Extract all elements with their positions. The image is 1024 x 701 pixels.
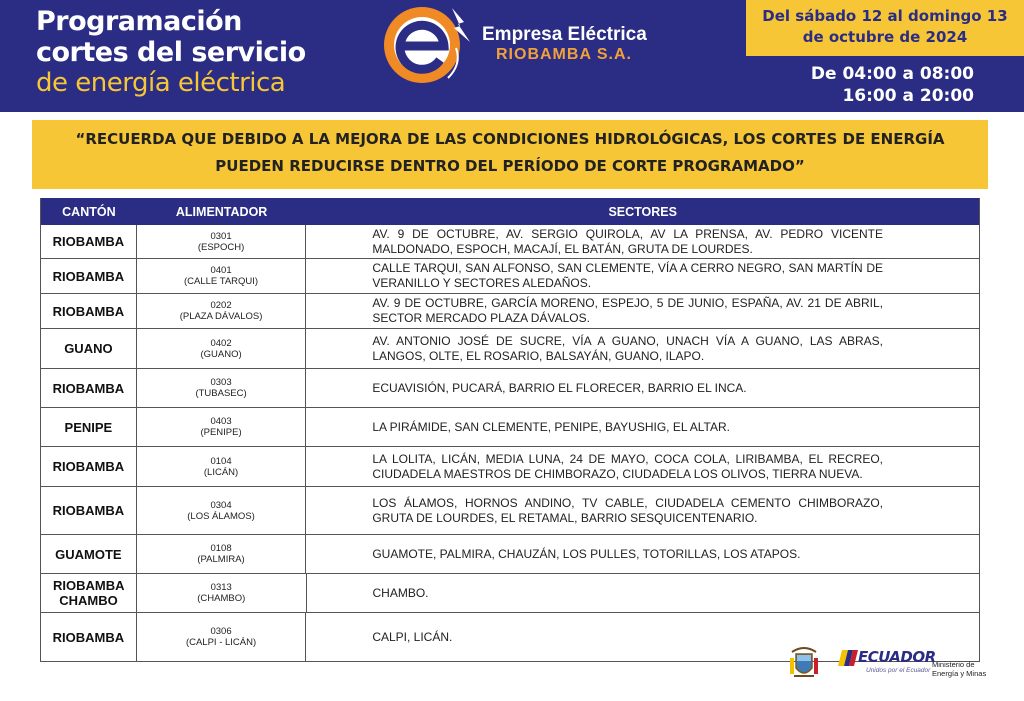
alimentador-name: (PENIPE) bbox=[200, 427, 242, 438]
notice-line-2: PUEDEN REDUCIRSE DENTRO DEL PERÍODO DE CORTE PROGRAMADO” bbox=[215, 157, 805, 175]
sectores-cell: CALPI, LICÁN. bbox=[372, 629, 453, 644]
brand bbox=[482, 24, 647, 64]
title-line-1: Programación bbox=[36, 6, 242, 37]
alimentador-cell bbox=[137, 613, 307, 661]
table-row bbox=[41, 487, 979, 535]
alimentador-code: 0304 bbox=[210, 499, 232, 511]
ministry-line-2: Energía y Minas bbox=[932, 669, 987, 678]
table-row bbox=[41, 294, 979, 329]
alimentador-cell bbox=[137, 225, 307, 258]
alimentador-name: (GUANO) bbox=[200, 348, 242, 360]
alimentador-cell bbox=[137, 294, 307, 328]
title-line-2: cortes del servicio bbox=[36, 37, 306, 68]
ministry-line-1: Ministerio de bbox=[932, 660, 975, 669]
ecuador-coat-of-arms-icon bbox=[784, 644, 824, 682]
alimentador-cell bbox=[137, 535, 307, 573]
table-row bbox=[41, 225, 979, 259]
sectores-cell: AV. 9 DE OCTUBRE, GARCÍA MORENO, ESPEJO, 5 DE JUNIO, ESPAÑA, AV. 21 DE ABRIL, SECTOR MERCADO PLAZA DÁVALOS. bbox=[372, 296, 883, 325]
alimentador-code: 0303 bbox=[210, 377, 232, 388]
alimentador-name: (TUBASEC) bbox=[195, 388, 247, 399]
footer-logos bbox=[784, 640, 1004, 686]
alimentador-code: 0306 bbox=[210, 626, 232, 637]
title-line-3: de energía eléctrica bbox=[36, 68, 286, 98]
alimentador-code: 0104 bbox=[210, 455, 232, 467]
sectores-cell: AV. ANTONIO JOSÉ DE SUCRE, VÍA A GUANO, UNACH VÍA A GUANO, LAS ABRAS, LANGOS, OLTE, EL ROSARIO, BALSAYÁN, GUANO, ILAPO. bbox=[372, 333, 883, 363]
alimentador-cell bbox=[137, 408, 307, 446]
alimentador-cell bbox=[137, 574, 307, 612]
eerssa-logo-icon bbox=[378, 4, 474, 86]
table-row bbox=[41, 447, 979, 487]
table-row bbox=[41, 574, 979, 613]
canton-cell: RIOBAMBA CHAMBO bbox=[41, 574, 137, 612]
table-row bbox=[41, 259, 979, 294]
sectores-cell: CHAMBO. bbox=[372, 585, 429, 600]
sectores-cell: AV. 9 DE OCTUBRE, AV. SERGIO QUIROLA, AV LA PRENSA, AV. PEDRO VICENTE MALDONADO, ESPOCH, MACAJÍ, EL BATÁN, GRUTA DE LOURDES. bbox=[372, 226, 883, 256]
hours-block bbox=[811, 63, 974, 107]
table-row bbox=[41, 408, 979, 447]
alimentador-name: (LICÁN) bbox=[203, 466, 239, 478]
header-alimentador: ALIMENTADOR bbox=[175, 204, 268, 219]
table-row bbox=[41, 369, 979, 408]
hours-line-2: 16:00 a 20:00 bbox=[842, 86, 974, 106]
header-sectores: SECTORES bbox=[608, 204, 677, 219]
alimentador-code: 0108 bbox=[210, 543, 232, 554]
alimentador-name: (CALLE TARQUI) bbox=[184, 276, 259, 287]
alimentador-code: 0313 bbox=[210, 582, 232, 593]
sectores-cell: CALLE TARQUI, SAN ALFONSO, SAN CLEMENTE, VÍA A CERRO NEGRO, SAN MARTÍN DE VERANILLO Y SECTORES ALEDAÑOS. bbox=[372, 261, 883, 290]
alimentador-code: 0403 bbox=[210, 416, 232, 427]
alimentador-cell bbox=[137, 487, 307, 534]
alimentador-name: (CHAMBO) bbox=[197, 593, 246, 604]
canton-cell: RIOBAMBA bbox=[41, 613, 137, 661]
canton-cell: GUAMOTE bbox=[41, 535, 137, 573]
canton-cell: RIOBAMBA bbox=[41, 225, 137, 258]
alimentador-name: (LOS ÁLAMOS) bbox=[187, 510, 255, 522]
ecuador-tagline: Unidos por el Ecuador bbox=[866, 667, 931, 674]
alimentador-code: 0301 bbox=[210, 230, 232, 242]
date-box bbox=[746, 0, 1024, 56]
hours-line-1: De 04:00 a 08:00 bbox=[810, 64, 974, 84]
canton-cell: RIOBAMBA bbox=[41, 369, 137, 407]
alimentador-cell bbox=[137, 259, 307, 293]
brand-name: Empresa Eléctrica bbox=[482, 24, 647, 45]
canton-cell: GUANO bbox=[41, 329, 137, 368]
sectores-cell: LOS ÁLAMOS, HORNOS ANDINO, TV CABLE, CIUDADELA CEMENTO CHIMBORAZO, GRUTA DE LOURDES, EL RETAMAL, BARRIO SESQUICENTENARIO. bbox=[372, 495, 883, 525]
alimentador-name: (CALPI - LICÁN) bbox=[185, 637, 257, 648]
alimentador-code: 0401 bbox=[210, 265, 232, 276]
canton-cell: RIOBAMBA bbox=[41, 294, 137, 328]
table-header bbox=[41, 198, 979, 225]
alimentador-cell bbox=[137, 369, 307, 407]
alimentador-cell bbox=[137, 447, 307, 486]
canton-cell: RIOBAMBA bbox=[41, 259, 137, 293]
ecuador-flag-bars-icon bbox=[838, 650, 860, 666]
alimentador-name: (ESPOCH) bbox=[197, 241, 245, 253]
outage-table bbox=[40, 198, 980, 662]
sectores-cell: GUAMOTE, PALMIRA, CHAUZÁN, LOS PULLES, TOTORILLAS, LOS ATAPOS. bbox=[372, 546, 801, 561]
alimentador-name: (PALMIRA) bbox=[197, 554, 245, 565]
notice-banner bbox=[32, 120, 988, 189]
alimentador-name: (PLAZA DÁVALOS) bbox=[179, 311, 263, 322]
table-body bbox=[41, 225, 979, 662]
canton-cell: RIOBAMBA bbox=[41, 447, 137, 486]
canton-cell: PENIPE bbox=[41, 408, 137, 446]
sectores-cell: LA PIRÁMIDE, SAN CLEMENTE, PENIPE, BAYUSHIG, EL ALTAR. bbox=[372, 419, 730, 434]
sectores-cell: LA LOLITA, LICÁN, MEDIA LUNA, 24 DE MAYO, COCA COLA, LIRIBAMBA, EL RECREO, CIUDADELA MAESTROS DE CHIMBORAZO, CIUDADELA LOS OLIVOS, TIERRA NUEVA. bbox=[372, 451, 883, 481]
brand-subtitle: RIOBAMBA S.A. bbox=[496, 46, 632, 63]
alimentador-cell bbox=[137, 329, 307, 368]
header-canton: CANTÓN bbox=[62, 204, 116, 219]
alimentador-code: 0202 bbox=[210, 300, 232, 311]
date-line-1: Del sábado 12 al domingo 13 bbox=[762, 7, 1008, 25]
ministry-name bbox=[932, 660, 986, 678]
notice-line-1: “RECUERDA QUE DEBIDO A LA MEJORA DE LAS CONDICIONES HIDROLÓGICAS, LOS CORTES DE ENERGÍA bbox=[75, 130, 945, 148]
table-row bbox=[41, 535, 979, 574]
table-row bbox=[41, 329, 979, 369]
canton-cell: RIOBAMBA bbox=[41, 487, 137, 534]
ecuador-wordmark: ECUADOR bbox=[858, 648, 936, 666]
sectores-cell: ECUAVISIÓN, PUCARÁ, BARRIO EL FLORECER, BARRIO EL INCA. bbox=[372, 380, 747, 395]
header-banner bbox=[0, 0, 1024, 112]
alimentador-code: 0402 bbox=[210, 337, 232, 349]
title-block bbox=[36, 6, 306, 99]
date-line-2: de octubre de 2024 bbox=[802, 28, 968, 46]
